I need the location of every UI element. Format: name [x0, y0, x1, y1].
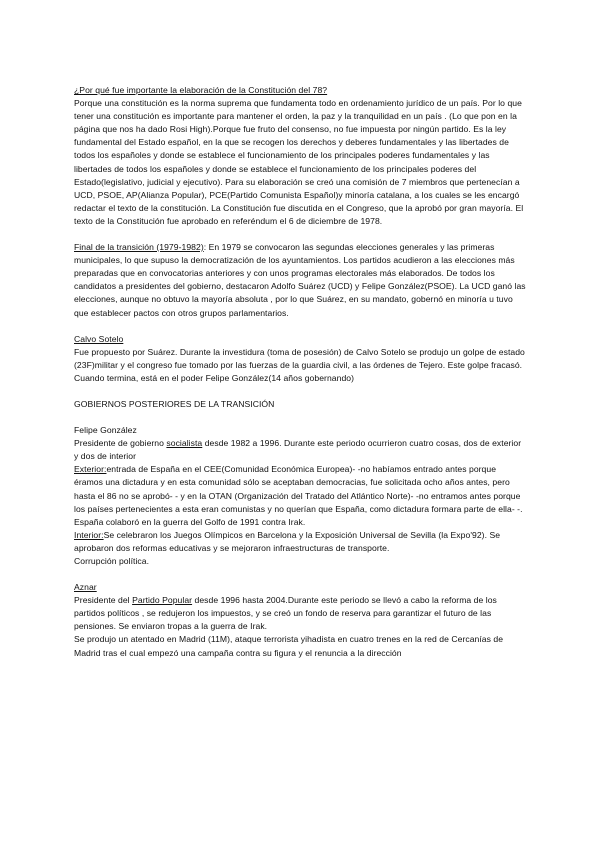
exterior-body: entrada de España en el CEE(Comunidad Económica Europea)- -no habíamos entrado antes porque éramos una dictadura y en esta comunidad sólo se aceptaban democracias, fue solicitada ocho años antes, pero hasta el 86 no se aprobó- - y en la OTAN (Organización del Tratado del Atlántico Norte)- -no entramos antes porque los países pertenecientes a esta eran comunistas y no querían que España, como dictadura formara parte de ella- -. España colaboró en la guerra del Golfo de 1991 contra Irak.	[74, 464, 523, 527]
aznar-intro-text-b: desde 1996 hasta 2004.Durante este periodo se llevó a cabo la reforma de los partidos políticos , se redujeron los impuestos, y se creó un fondo de reserva para garantizar el futuro de las pensiones. Se enviaron tropas a la guerra de Irak.	[74, 595, 497, 632]
felipe-intro-text-b: desde 1982 a 1996. Durante este periodo ocurrieron cuatro cosas, dos de exterior y dos de interior	[74, 438, 522, 462]
section-calvo-sotelo	[74, 333, 526, 385]
section-heading-felipe-gonzalez: Felipe González	[74, 425, 137, 436]
paragraph-felipe-exterior	[74, 463, 526, 528]
section-end-of-transition	[74, 241, 526, 320]
aznar-intro-text-a: Presidente del	[74, 595, 133, 606]
section-heading-calvo-sotelo: Calvo Sotelo	[74, 333, 124, 344]
section-constitution	[74, 84, 526, 228]
socialista-link[interactable]: socialista	[166, 438, 203, 449]
section-heading-end-of-transition: Final de la transición (1979-1982)	[74, 242, 204, 253]
interior-body: Se celebraron los Juegos Olímpicos en Barcelona y la Exposición Universal de Sevilla (la Expo'92). Se aprobaron dos reformas educativas y se mejoraron infraestructuras de transporte.	[74, 529, 501, 553]
felipe-intro-text-a: Presidente de gobierno	[74, 438, 167, 449]
section-aznar	[74, 581, 526, 660]
paragraph-end-of-transition	[74, 241, 526, 320]
section-heading-constitution: ¿Por qué fue importante la elaboración de la Constitución del 78?	[74, 85, 328, 95]
section-later-governments	[74, 398, 526, 411]
partido-popular-link[interactable]: Partido Popular	[132, 595, 193, 606]
paragraph-felipe-interior	[74, 529, 526, 555]
paragraph-aznar-11m: Se produjo un atentado en Madrid (11M), ataque terrorista yihadista en cuatro trenes en la red de Cercanías de Madrid tras el cual empezó una campaña contra su figura y el renuncia a la dirección	[74, 634, 504, 658]
paragraph-aznar-intro	[74, 594, 526, 633]
section-heading-aznar: Aznar	[74, 582, 97, 593]
exterior-label: Exterior:	[74, 464, 107, 475]
heading-separator: :	[203, 242, 209, 253]
paragraph-calvo-sotelo-end: Cuando termina, está en el poder Felipe González(14 años gobernando)	[74, 372, 355, 383]
paragraph-end-of-transition-body: En 1979 se convocaron las segundas elecciones generales y las primeras municipales, lo que supuso la democratización de los ayuntamientos. Los partidos acudieron a las elecciones más preparadas que en convocatorias anteriores y con unos programas electorales más elaborados. De todos los candidatos a presidentes del gobierno, destacaron Adolfo Suárez (UCD) y Felipe González(PSOE). La UCD ganó las elecciones, aunque no obtuvo la mayoría absoluta , por lo que Suárez, en su mandato, gobernó en minoría u tuvo que establecer pactos con otros grupos parlamentarios.	[74, 242, 526, 318]
document-page	[74, 84, 526, 660]
paragraph-calvo-sotelo: Fue propuesto por Suárez. Durante la investidura (toma de posesión) de Calvo Sotelo se produjo un golpe de estado (23F)militar y el congreso fue tomado por las fuerzas de la guardia civil, a las órdenes de Tejero. Este golpe fracasó.	[74, 346, 525, 370]
interior-label: Interior:	[74, 529, 104, 540]
paragraph-felipe-intro	[74, 437, 526, 463]
paragraph-felipe-corruption: Corrupción política.	[74, 556, 150, 566]
section-felipe-gonzalez	[74, 424, 526, 568]
paragraph-constitution: Porque una constitución es la norma suprema que fundamenta todo en ordenamiento jurídico de un país. Por lo que tener una constitución es importante para mantener el orden, la paz y la tranquilidad en un país . (Lo que pon en la página que nos ha dado Rosi High).Porque fue fruto del consenso, no fue impuesta por ningún partido. Es la ley fundamental del Estado español, en la que se recogen los derechos y deberes fundamentales y las libertades de todos los españoles y donde se establece el funcionamiento de los principales poderes fundamentales y las libertades de todos los españoles y donde se establece el funcionamiento de los principales poderes del Estado(legislativo, judicial y ejecutivo). Para su elaboración se creó una comisión de 7 miembros que pertenecían a UCD, PSOE, AP(Alianza Popular), PCE(Partido Comunista Español)y minoría catalana, a los cuales se les encargó redactar el texto de la constitución. La Constitución fue discutida en el Congreso, que la aprobó por gran mayoría. El texto de la Constitución fue aprobado en referéndum el 6 de diciembre de 1978.	[74, 98, 524, 226]
section-heading-later-governments: GOBIERNOS POSTERIORES DE LA TRANSICIÓN	[74, 398, 275, 409]
